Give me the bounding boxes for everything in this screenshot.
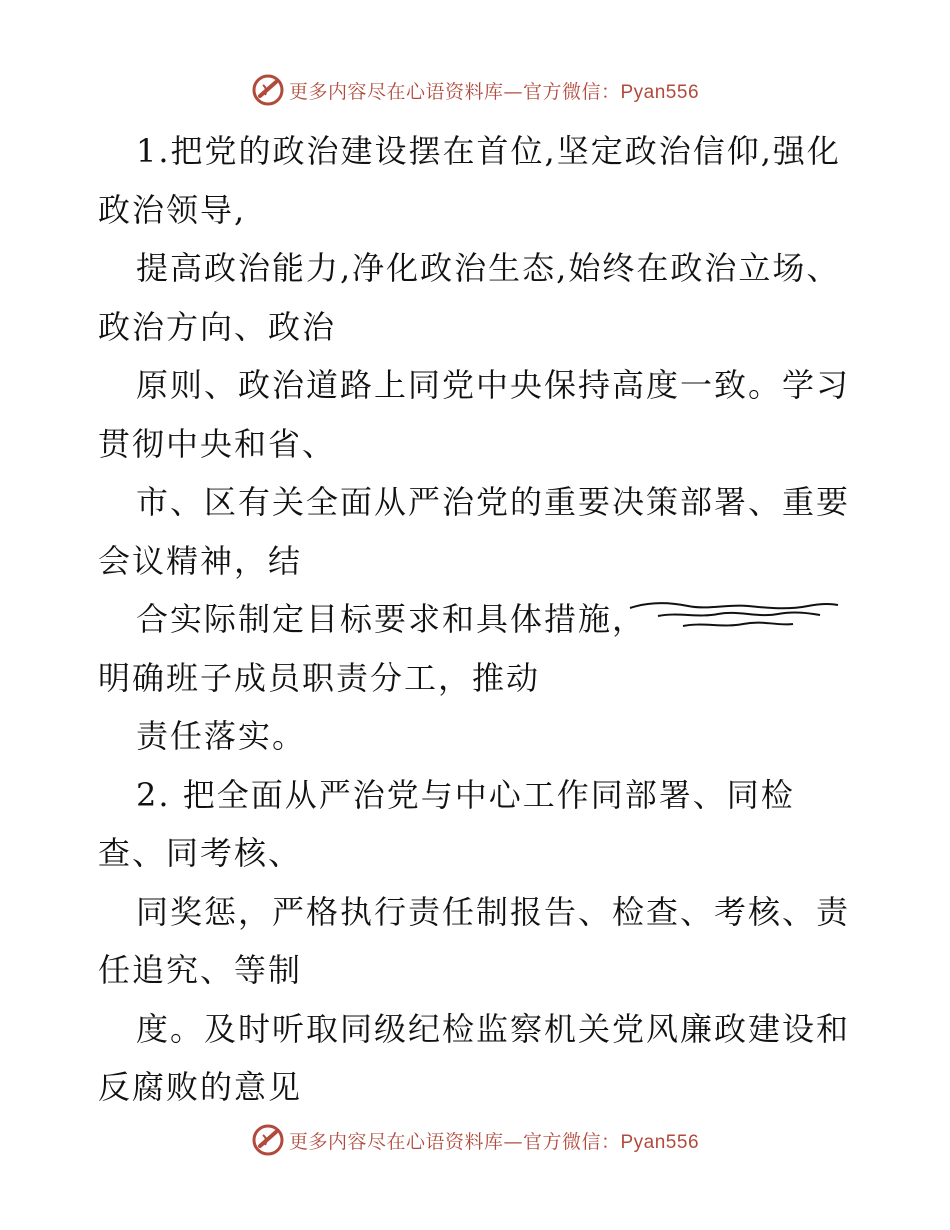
footer-banner bbox=[0, 1120, 950, 1160]
text-line: 任追究、等制 bbox=[98, 951, 303, 989]
banner-wechat-id: Pyan556 bbox=[620, 1131, 700, 1153]
text-line: 政治领导, bbox=[98, 190, 247, 229]
brand-logo-icon bbox=[251, 73, 285, 107]
text-line: 政治方向、政治 bbox=[98, 307, 337, 346]
text-line: 提高政治能力,净化政治生态,始终在政治立场、 bbox=[136, 249, 841, 287]
text-line: 贯彻中央和省、 bbox=[98, 424, 337, 463]
squiggle-mark-icon bbox=[628, 600, 840, 632]
text-line: 原则、政治道路上同党中央保持高度一致。学习 bbox=[136, 366, 851, 404]
text-line: 会议精神，结 bbox=[98, 541, 303, 580]
text-line: 反腐败的意见 bbox=[98, 1068, 303, 1106]
text-line: 明确班子成员职责分工，推动 bbox=[98, 658, 541, 697]
text-line: 同奖惩，严格执行责任制报告、检查、考核、责 bbox=[136, 892, 851, 931]
brand-logo-icon bbox=[251, 1123, 285, 1157]
banner-slogan: 更多内容尽在心语资料库—官方微信： bbox=[288, 80, 621, 103]
banner-slogan: 更多内容尽在心语资料库—官方微信： bbox=[288, 1130, 621, 1153]
banner-text bbox=[289, 77, 699, 104]
header-banner bbox=[0, 70, 950, 110]
text-line: 查、同考核、 bbox=[98, 834, 303, 872]
text-line: 市、区有关全面从严治党的重要决策部署、重要 bbox=[136, 483, 851, 521]
banner-text bbox=[289, 1127, 699, 1154]
banner-wechat-id: Pyan556 bbox=[620, 81, 700, 103]
text-line: 度。及时听取同级纪检监察机关党风廉政建设和 bbox=[136, 1009, 851, 1048]
text-line: 2. 把全面从严治党与中心工作同部署、同检 bbox=[136, 775, 795, 814]
text-line: 责任落实。 bbox=[136, 717, 307, 755]
text-line: 1.把党的政治建设摆在首位,坚定政治信仰,强化 bbox=[136, 132, 841, 170]
text-line: 合实际制定目标要求和具体措施， bbox=[136, 600, 647, 638]
